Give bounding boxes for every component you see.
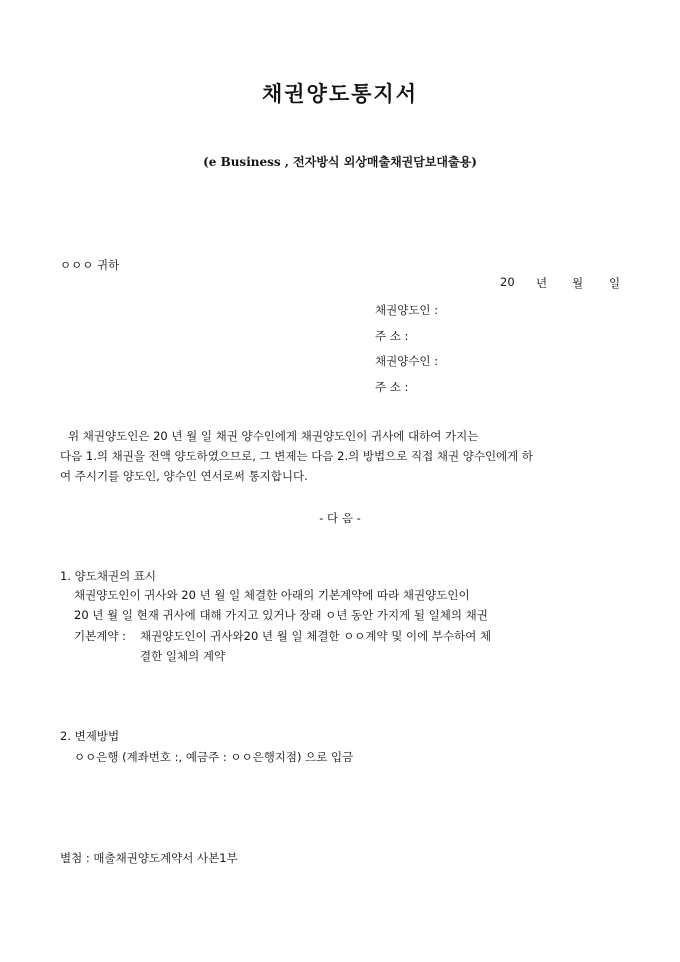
section-1-heading: 1. 양도채권의 표시 bbox=[60, 569, 157, 583]
section-1-line: 채권양도인이 귀사와20 년 월 일 체결한 ㅇㅇ계약 및 이에 부수하여 체 bbox=[140, 629, 492, 643]
assignor-address-label: 주 소 : bbox=[375, 329, 409, 343]
section-1-line: 결한 일체의 계약 bbox=[140, 649, 226, 663]
section-2-line: ㅇㅇ은행 (계좌번호 :, 예금주 : ㅇㅇ은행지점) 으로 입금 bbox=[74, 750, 354, 764]
body-line: 다음 1.의 채권을 전액 양도하였으므로, 그 변제는 다음 2.의 방법으로 직접 채권 양수인에게 하 bbox=[60, 449, 534, 463]
body-line: 여 주시기를 양도인, 양수인 연서로써 통지합니다. bbox=[60, 469, 308, 483]
body-line: 위 채권양도인은 20 년 월 일 채권 양수인에게 채권양도인이 귀사에 대하여 가지는 bbox=[68, 429, 479, 443]
section-1-line: 채권양도인이 귀사와 20 년 월 일 체결한 아래의 기본계약에 따라 채권양도인이 bbox=[74, 588, 470, 602]
assignee-address-label: 주 소 : bbox=[375, 380, 409, 394]
section-2-heading: 2. 변제방법 bbox=[60, 729, 120, 743]
assignor-label: 채권양도인 : bbox=[375, 303, 439, 317]
date-day: 일 bbox=[609, 276, 621, 290]
base-contract-label: 기본계약 : bbox=[74, 629, 126, 643]
date-month: 월 bbox=[572, 276, 584, 290]
document-subtitle: (e Business , 전자방식 외상매출채권담보대출용) bbox=[203, 155, 477, 169]
divider-heading: - 다 음 - bbox=[319, 511, 361, 525]
recipient: ㅇㅇㅇ 귀하 bbox=[60, 258, 120, 272]
date-year: 년 bbox=[536, 276, 548, 290]
section-1-line: 20 년 월 일 현재 귀사에 대해 가지고 있거나 장래 ㅇ년 동안 가지게 될 일체의 채권 bbox=[74, 608, 488, 622]
date-year-prefix: 20 bbox=[500, 275, 515, 289]
document-title: 채권양도통지서 bbox=[261, 81, 418, 106]
assignee-label: 채권양수인 : bbox=[375, 354, 439, 368]
attachment-note: 별첨 : 매출채권양도계약서 사본1부 bbox=[60, 851, 238, 865]
